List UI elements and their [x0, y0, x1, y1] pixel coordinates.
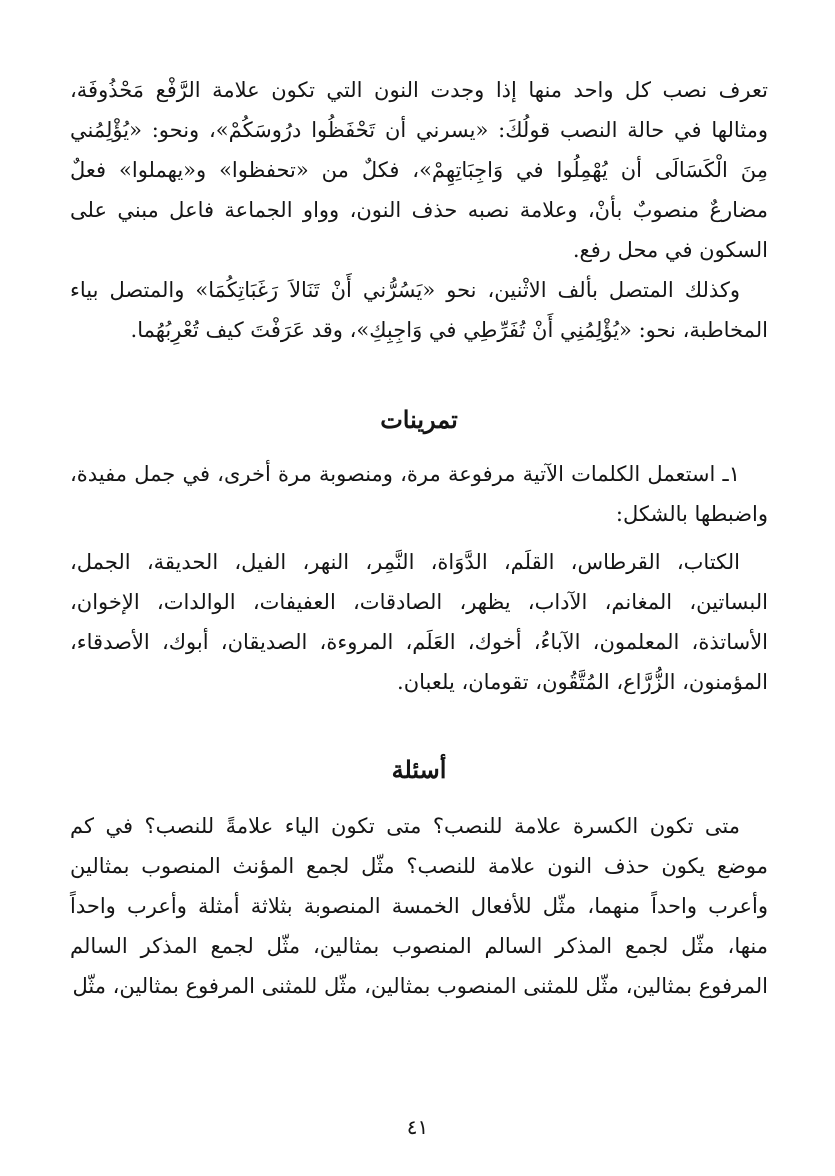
exercise-1-words: الكتاب، القرطاس، القلَم، الدَّوَاة، النَّمِر، النهر، الفيل، الحديقة، الجمل، البساتين، المغانم، الآداب، يظهر، الصادقات، العفيفات، الوالدات، الإخوان، الأساتذة، المعلمون، الآباءُ، أخوك، العَلَم، المروءة، الصديقان، أبوك، الأصدقاء، المؤمنون، الزُّرَّاع، المُتَّقُون، تقومان، يلعبان.	[70, 550, 768, 694]
page-content	[70, 70, 768, 1006]
second-paragraph: وكذلك المتصل بألف الاثْنين، نحو «يَسُرُّني أَنْ تَنَالاَ رَغَبَاتِكُمَا» والمتصل بياء المخاطبة، نحو: «يُؤْلِمُنِي أَنْ تُفَرِّطِي في وَاجِبِكِ»، وقد عَرَفْتَ كيف تُعْرِبُهُما.	[70, 278, 768, 342]
page-number: ٤١	[406, 1115, 429, 1139]
exercises-heading: تمرينات	[380, 405, 458, 434]
questions-paragraph: متى تكون الكسرة علامة للنصب؟ متى تكون الياء علامةً للنصب؟ في كم موضع يكون حذف النون علامة للنصب؟ مثّل لجمع المؤنث المنصوب بمثالين وأعرب واحداً منهما، مثّل للأفعال الخمسة المنصوبة بثلاثة أمثلة وأعرب واحداً منها، مثّل لجمع المذكر السالم المنصوب بمثالين، مثّل لجمع المذكر السالم المرفوع بمثالين، مثّل للمثنى المنصوب بمثالين، مثّل للمثنى المرفوع بمثالين، مثّل	[70, 814, 768, 998]
intro-paragraph: تعرف نصب كل واحد منها إذا وجدت النون التي تكون علامة الرَّفْع مَحْذُوفَة، ومثالها في حالة النصب قولُكَ: «يسرني أن تَحْفَظُوا درُوسَكُمْ»، ونحو: «يُؤْلِمُني مِنَ الْكَسَالَى أن يُهْمِلُوا في وَاجِبَاتِهِمْ»، فكلٌ من «تحفظوا» و«يهملوا» فعلٌ مضارعٌ منصوبٌ بأنْ، وعلامة نصبه حذف النون، وواو الجماعة فاعل مبني على السكون في محل رفع.	[70, 78, 768, 262]
questions-heading: أسئلة	[391, 755, 447, 784]
exercise-1-instruction: ١ـ استعمل الكلمات الآتية مرفوعة مرة، ومنصوبة مرة أخرى، في جمل مفيدة، واضبطها بالشكل:	[70, 462, 768, 526]
